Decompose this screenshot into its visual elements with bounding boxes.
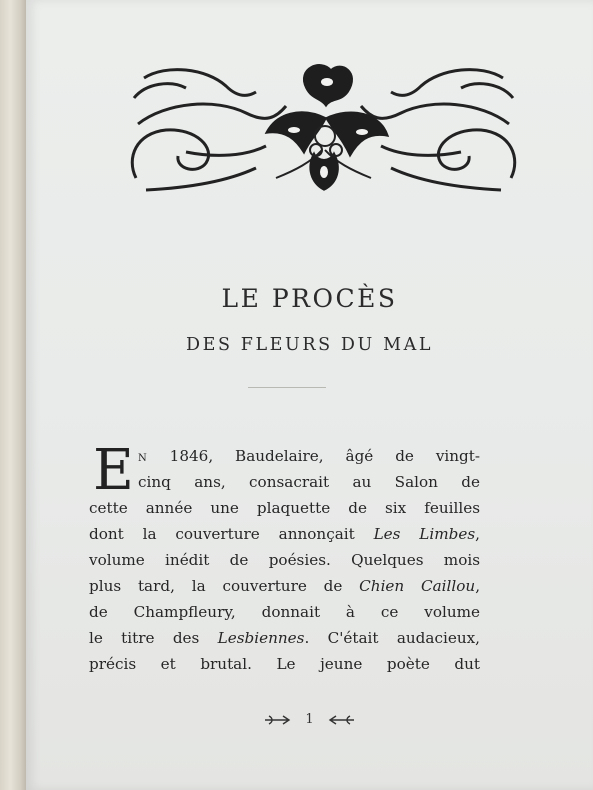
drop-cap-smallcaps: N [138, 453, 148, 464]
title-divider [248, 387, 326, 388]
text-line-8 [89, 628, 480, 648]
text-line-4-content: dont la couverture annonçait [89, 525, 374, 543]
text-line-2: cinq ans, consacrait au Salon de [138, 473, 480, 491]
text-line-1 [138, 446, 480, 469]
page-footer [26, 712, 593, 734]
page-number: 1 [305, 712, 314, 727]
text-line-9: précis et brutal. Le jeune poète dut [89, 655, 480, 673]
book-spine-edge [0, 0, 26, 790]
italic-1-tail: , [475, 525, 480, 543]
italic-title-les-limbes: Les Limbes [373, 525, 476, 543]
italic-3-tail: . C'était audacieux, [304, 629, 480, 647]
chapter-title: LE PROCÈS [221, 284, 398, 313]
drop-cap: E [93, 438, 134, 503]
text-line-1-content: 1846, Baudelaire, âgé de vingt- [147, 447, 480, 465]
iris-headpiece-ornament-icon [126, 58, 521, 200]
italic-2-tail: , [475, 577, 481, 595]
text-line-6 [89, 576, 480, 596]
text-line-5: volume inédit de poésies. Quelques mois [89, 551, 480, 569]
text-line-8-content: le titre des [89, 629, 218, 647]
chapter-subtitle: DES FLEURS DU MAL [185, 335, 434, 355]
text-line-3: cette année une plaquette de six feuilles [89, 499, 480, 517]
text-line-6-content: plus tard, la couverture de [89, 577, 360, 595]
book-page [26, 0, 593, 790]
text-line-7: de Champfleury, donnait à ce volume [89, 603, 480, 621]
italic-title-lesbiennes: Lesbiennes [217, 629, 305, 647]
text-line-4 [89, 524, 480, 544]
flourish-left-icon [263, 714, 293, 726]
italic-title-chien-caillou: Chien Caillou [359, 577, 476, 595]
flourish-right-icon [326, 714, 356, 726]
